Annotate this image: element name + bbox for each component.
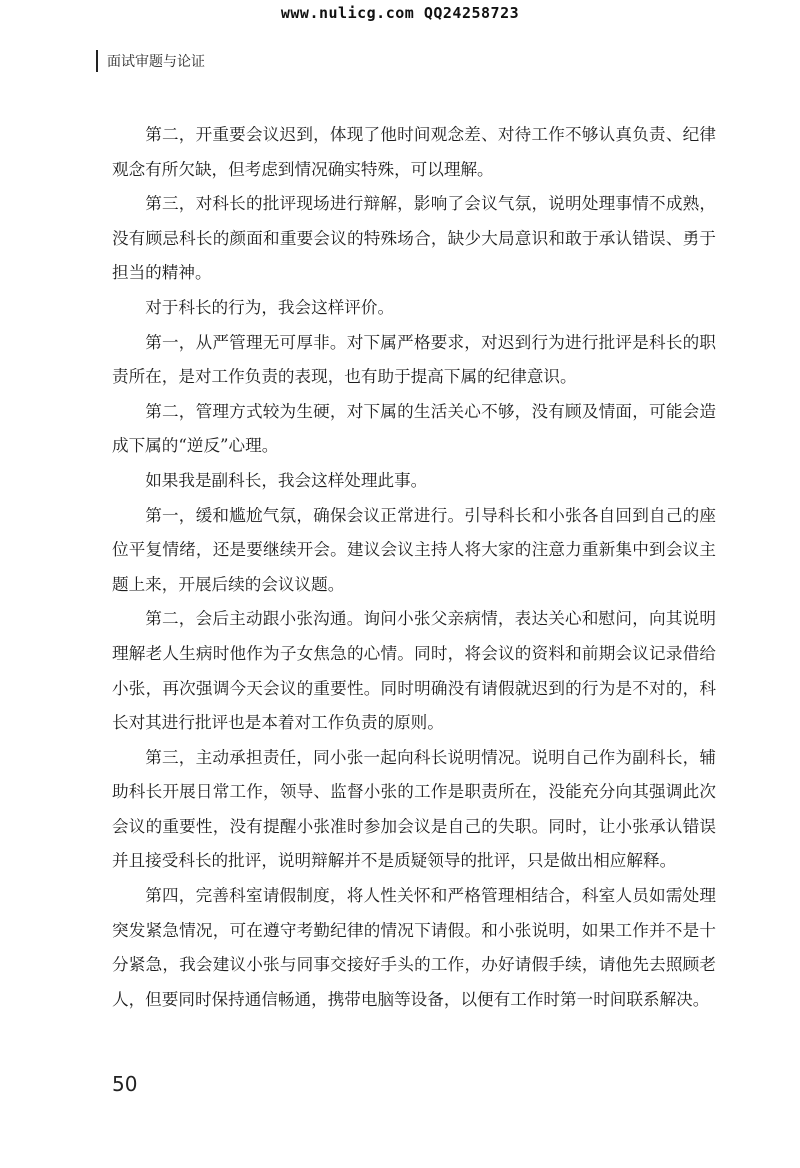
watermark-text: www.nulicg.com QQ24258723: [280, 4, 520, 22]
header-title: 面试审题与论证: [107, 54, 205, 70]
page-number: 50: [112, 1072, 138, 1096]
paragraph: 第一，从严管理无可厚非。对下属严格要求，对迟到行为进行批评是科长的职责所在，是对工作负责的表现，也有助于提高下属的纪律意识。: [112, 332, 716, 387]
paragraph: 第二，会后主动跟小张沟通。询问小张父亲病情，表达关心和慰问，向其说明理解老人生病时他作为子女焦急的心情。同时，将会议的资料和前期会议记录借给小张，再次强调今天会议的重要性。同时明确没有请假就迟到的行为是不对的，科长对其进行批评也是本着对工作负责的原则。: [112, 609, 716, 733]
page-body: [112, 118, 716, 1017]
paragraph: 对于科长的行为，我会这样评价。: [145, 297, 395, 317]
paragraph: 如果我是副科长，我会这样处理此事。: [145, 470, 428, 490]
paragraph: 第二，管理方式较为生硬，对下属的生活关心不够，没有顾及情面，可能会造成下属的“逆反”心理。: [112, 401, 716, 456]
paragraph: 第三，主动承担责任，同小张一起向科长说明情况。说明自己作为副科长，辅助科长开展日常工作，领导、监督小张的工作是职责所在，没能充分向其强调此次会议的重要性，没有提醒小张准时参加会议是自己的失职。同时，让小张承认错误并且接受科长的批评，说明辩解并不是质疑领导的批评，只是做出相应解释。: [112, 747, 716, 871]
paragraph: 第一，缓和尴尬气氛，确保会议正常进行。引导科长和小张各自回到自己的座位平复情绪，还是要继续开会。建议会议主持人将大家的注意力重新集中到会议主题上来，开展后续的会议议题。: [112, 505, 716, 594]
paragraph: 第四，完善科室请假制度，将人性关怀和严格管理相结合，科室人员如需处理突发紧急情况，可在遵守考勤纪律的情况下请假。和小张说明，如果工作并不是十分紧急，我会建议小张与同事交接好手头的工作，办好请假手续，请他先去照顾老人，但要同时保持通信畅通，携带电脑等设备，以便有工作时第一时间联系解决。: [112, 886, 716, 1009]
running-header: [96, 50, 205, 72]
header-divider: [96, 50, 98, 72]
paragraph: 第二，开重要会议迟到，体现了他时间观念差、对待工作不够认真负责、纪律观念有所欠缺，但考虑到情况确实特殊，可以理解。: [112, 125, 716, 179]
paragraph: 第三，对科长的批评现场进行辩解，影响了会议气氛，说明处理事情不成熟，没有顾忌科长的颜面和重要会议的特殊场合，缺少大局意识和敢于承认错误、勇于担当的精神。: [112, 194, 716, 283]
